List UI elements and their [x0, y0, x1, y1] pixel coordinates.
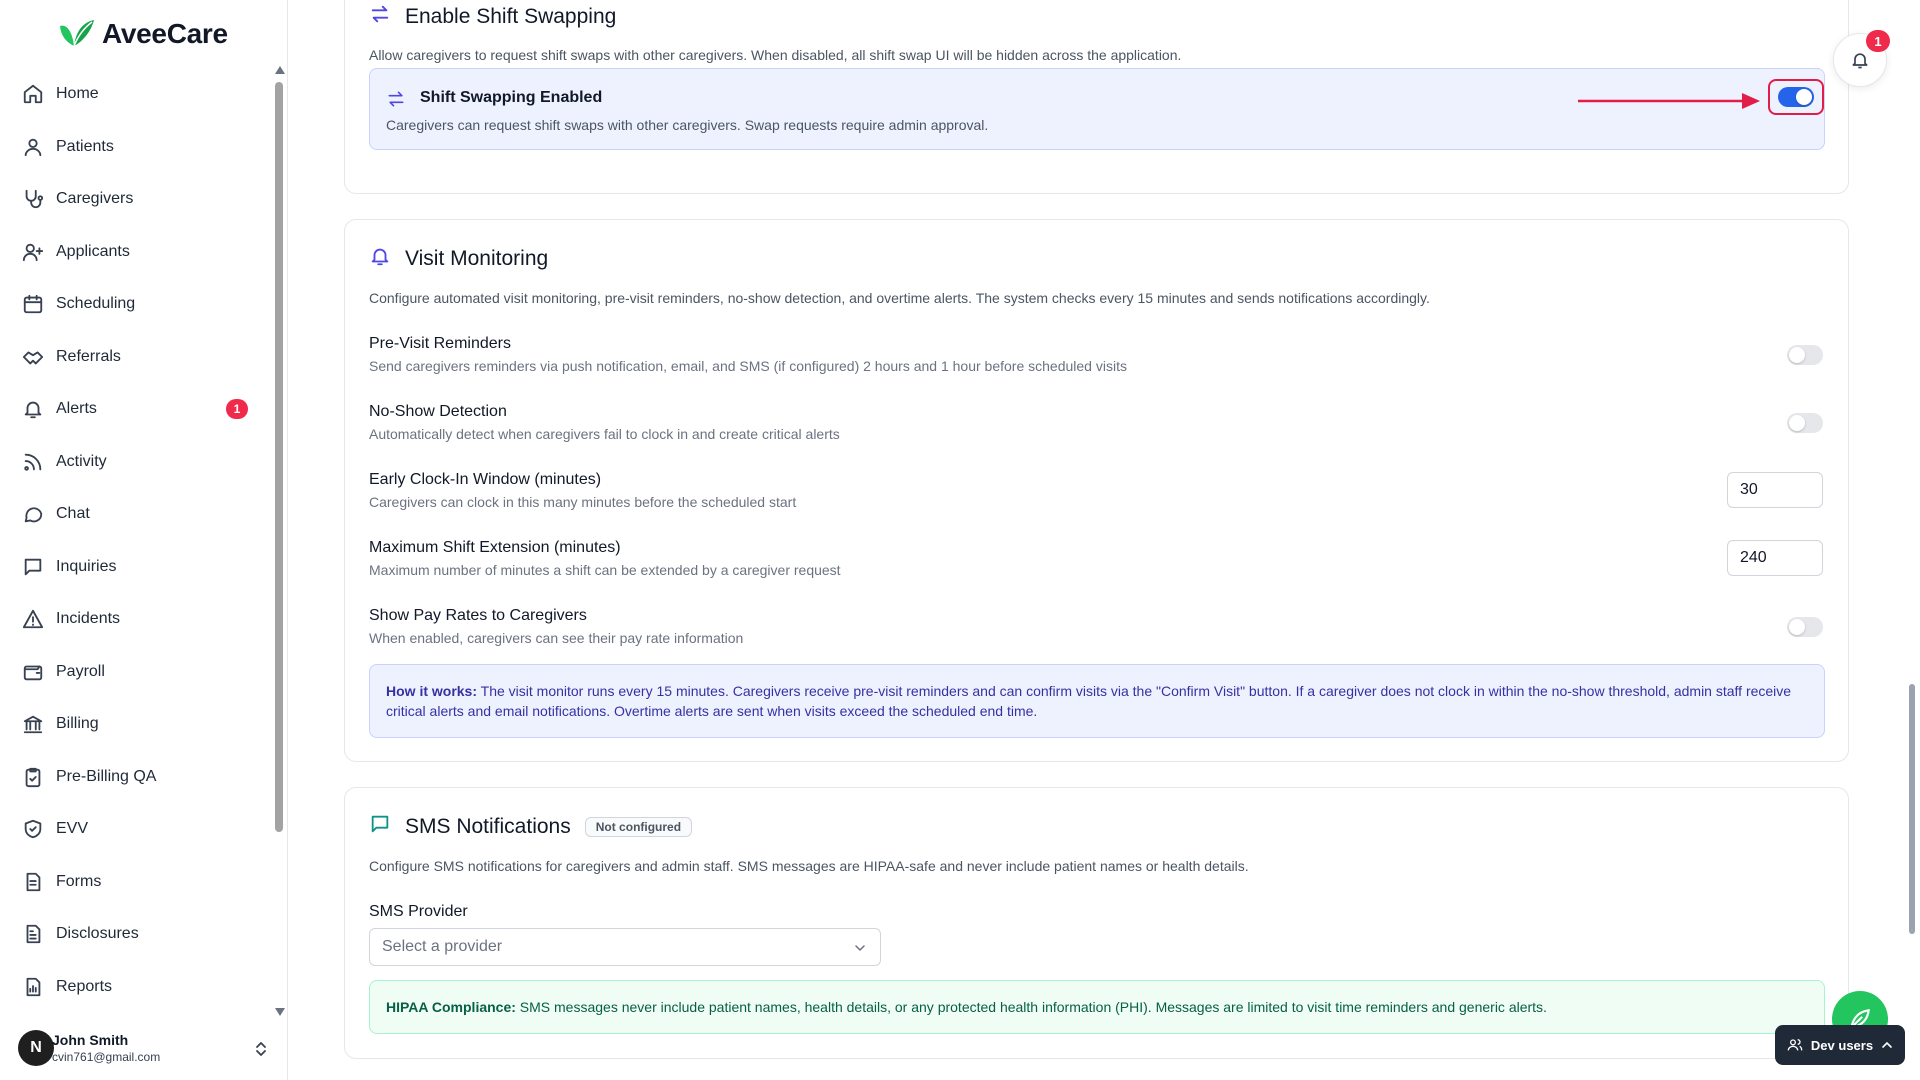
bell-icon [369, 245, 391, 272]
sidebar-item-alerts[interactable] [12, 387, 260, 431]
scroll-down-arrow-icon[interactable] [275, 1008, 285, 1016]
sidebar-item-home[interactable] [12, 72, 260, 116]
dev-users-button[interactable] [1775, 1025, 1905, 1065]
sidebar-item-label: EVV [56, 820, 89, 837]
message-square-icon [22, 556, 44, 578]
sidebar-item-reports[interactable] [12, 965, 260, 1009]
sidebar-item-scheduling[interactable] [12, 282, 260, 326]
sidebar-scrollbar[interactable] [273, 66, 285, 1016]
max-shift-extension-description: Maximum number of minutes a shift can be extended by a caregiver request [369, 562, 841, 578]
early-clock-in-description: Caregivers can clock in this many minutes before the scheduled start [369, 494, 797, 510]
show-pay-rates-title: Show Pay Rates to Caregivers [369, 607, 587, 624]
sidebar-item-label: Disclosures [56, 925, 139, 942]
hipaa-compliance-info [369, 980, 1825, 1034]
pre-visit-reminders-description: Send caregivers reminders via push notification, email, and SMS (if configured) 2 hours and 1 hour before scheduled visits [369, 358, 1127, 374]
sidebar-item-label: Activity [56, 453, 107, 470]
shift-swapping-panel [369, 68, 1825, 150]
how-it-works-text: The visit monitor runs every 15 minutes. Caregivers receive pre-visit reminders and can confirm visits via the "Confirm Visit" button. If a caregiver does not clock in within the no-show threshold, admin staff receive critical alerts and email notifications. Overtime alerts are sent when visits exceed the scheduled end time. [386, 683, 1792, 719]
bell-icon [1850, 50, 1870, 70]
early-clock-in-title: Early Clock-In Window (minutes) [369, 471, 602, 488]
sms-notifications-description: Configure SMS notifications for caregivers and admin staff. SMS messages are HIPAA-safe and never include patient names or health details. [369, 858, 1249, 874]
sms-provider-label: SMS Provider [369, 903, 468, 920]
user-icon [22, 136, 44, 158]
sidebar-item-label: Incidents [56, 610, 121, 627]
sidebar-item-evv[interactable] [12, 807, 260, 851]
visit-monitoring-title: Visit Monitoring [405, 246, 549, 270]
swap-arrows-icon [386, 89, 406, 114]
shift-swapping-card [344, 0, 1849, 194]
toggle-knob [1789, 619, 1805, 635]
shield-check-icon [22, 818, 44, 840]
sidebar-item-forms[interactable] [12, 860, 260, 904]
no-show-detection-toggle[interactable] [1787, 413, 1823, 433]
wallet-icon [22, 661, 44, 683]
toggle-knob [1796, 89, 1812, 105]
handshake-icon [22, 346, 44, 368]
no-show-detection-title: No-Show Detection [369, 403, 507, 420]
sidebar-item-activity[interactable] [12, 440, 260, 484]
scroll-up-arrow-icon[interactable] [275, 66, 285, 74]
no-show-detection-description: Automatically detect when caregivers fail to clock in and create critical alerts [369, 426, 840, 442]
sms-provider-placeholder: Select a provider [382, 938, 503, 955]
sidebar-item-payroll[interactable] [12, 650, 260, 694]
early-clock-in-input[interactable] [1727, 472, 1823, 508]
sidebar-item-disclosures[interactable] [12, 912, 260, 956]
how-it-works-label: How it works: [386, 683, 478, 699]
shift-swapping-panel-title: Shift Swapping Enabled [420, 89, 603, 106]
sidebar-scroll-thumb[interactable] [275, 82, 283, 832]
sms-provider-select[interactable] [369, 928, 881, 966]
hipaa-compliance-label: HIPAA Compliance: [386, 999, 516, 1015]
chevron-down-icon [854, 942, 866, 954]
alerts-count-badge: 1 [226, 399, 248, 419]
sidebar-item-label: Reports [56, 978, 113, 995]
pre-visit-reminders-toggle[interactable] [1787, 345, 1823, 365]
chevron-up-icon [1881, 1039, 1893, 1051]
shift-swapping-header [369, 3, 616, 30]
sidebar-item-label: Home [56, 85, 99, 102]
brand-logo[interactable] [56, 14, 228, 54]
sidebar-item-label: Pre-Billing QA [56, 768, 157, 785]
sms-status-badge: Not configured [585, 817, 692, 837]
brand-name: AveeCare [102, 18, 228, 49]
hipaa-compliance-text: SMS messages never include patient names, health details, or any protected health information (PHI). Messages are limited to visit time reminders and generic alerts. [515, 999, 1547, 1015]
bell-icon [22, 398, 44, 420]
sidebar-item-pre-billing-qa[interactable] [12, 755, 260, 799]
sidebar-item-inquiries[interactable] [12, 545, 260, 589]
chat-icon [22, 503, 44, 525]
sidebar-item-label: Caregivers [56, 190, 134, 207]
max-shift-extension-title: Maximum Shift Extension (minutes) [369, 539, 621, 556]
warning-icon [22, 608, 44, 630]
user-plus-icon [22, 241, 44, 263]
rss-icon [22, 451, 44, 473]
sidebar-item-referrals[interactable] [12, 335, 260, 379]
notifications-count-badge: 1 [1866, 30, 1890, 52]
shift-swapping-title: Enable Shift Swapping [405, 4, 617, 28]
sidebar-item-label: Forms [56, 873, 102, 890]
sidebar-item-label: Billing [56, 715, 99, 732]
how-it-works-info [369, 664, 1825, 738]
sidebar-item-caregivers[interactable] [12, 177, 260, 221]
sidebar-item-patients[interactable] [12, 125, 260, 169]
sidebar [0, 0, 288, 1080]
max-shift-extension-input[interactable] [1727, 540, 1823, 576]
user-name: John Smith [52, 1032, 129, 1048]
toggle-knob [1789, 347, 1805, 363]
calendar-icon [22, 293, 44, 315]
sidebar-item-label: Referrals [56, 348, 121, 365]
user-email: cvin761@gmail.com [52, 1050, 161, 1064]
pre-visit-reminders-title: Pre-Visit Reminders [369, 335, 511, 352]
sidebar-item-label: Patients [56, 138, 114, 155]
swap-arrows-icon [369, 3, 391, 30]
sms-notifications-card [344, 787, 1849, 1059]
sidebar-item-billing[interactable] [12, 702, 260, 746]
sidebar-item-applicants[interactable] [12, 230, 260, 274]
message-square-icon [369, 813, 391, 840]
shift-swapping-description: Allow caregivers to request shift swaps with other caregivers. When disabled, all shift swap UI will be hidden across the application. [369, 47, 1182, 63]
show-pay-rates-description: When enabled, caregivers can see their pay rate information [369, 630, 744, 646]
sidebar-item-incidents[interactable] [12, 597, 260, 641]
dev-users-label: Dev users [1810, 1037, 1874, 1053]
main-scrollbar[interactable] [1909, 684, 1915, 934]
bank-icon [22, 713, 44, 735]
user-menu[interactable] [0, 1016, 288, 1080]
clipboard-check-icon [22, 766, 44, 788]
sms-notifications-title: SMS Notifications [405, 814, 571, 838]
sidebar-nav [0, 66, 272, 1016]
sidebar-item-label: Payroll [56, 663, 105, 680]
users-icon [1787, 1037, 1803, 1053]
visit-monitoring-description: Configure automated visit monitoring, pre-visit reminders, no-show detection, and overtime alerts. The system checks every 15 minutes and sends notifications accordingly. [369, 290, 1430, 306]
file-icon [22, 923, 44, 945]
report-icon [22, 976, 44, 998]
sms-notifications-header [369, 813, 692, 840]
avatar: N [18, 1030, 54, 1066]
visit-monitoring-header [369, 245, 548, 272]
sidebar-item-chat[interactable] [12, 492, 260, 536]
visit-monitoring-card [344, 219, 1849, 762]
stethoscope-icon [22, 188, 44, 210]
shift-swapping-toggle[interactable] [1778, 87, 1814, 107]
show-pay-rates-toggle[interactable] [1787, 617, 1823, 637]
sidebar-item-label: Scheduling [56, 295, 136, 312]
home-icon [22, 83, 44, 105]
sidebar-item-label: Chat [56, 505, 90, 522]
leaf-logo-icon [56, 18, 96, 50]
sidebar-item-label: Inquiries [56, 558, 117, 575]
toggle-knob [1789, 415, 1805, 431]
sidebar-item-label: Alerts [56, 400, 97, 417]
chevron-up-down-icon [254, 1040, 268, 1058]
sidebar-item-label: Applicants [56, 243, 130, 260]
shift-swapping-panel-description: Caregivers can request shift swaps with other caregivers. Swap requests require admin approval. [386, 117, 989, 133]
settings-main [289, 0, 1920, 1080]
annotation-arrow-icon [1578, 91, 1762, 111]
file-text-icon [22, 871, 44, 893]
